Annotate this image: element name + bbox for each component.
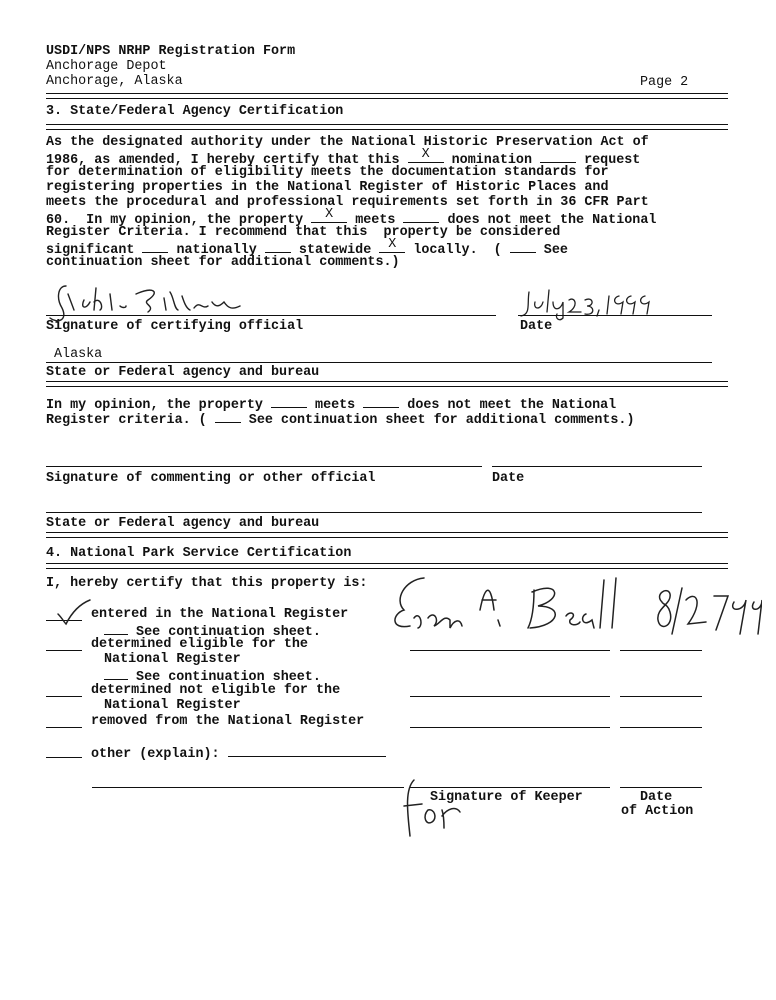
eligible-blank[interactable] (46, 650, 82, 651)
commenting-signature-label: Signature of commenting or other official (46, 471, 376, 486)
agency-label: State or Federal agency and bureau (46, 365, 320, 380)
property-name: Anchorage Depot (46, 59, 167, 74)
continuation-blank-1[interactable] (104, 622, 128, 635)
agency-value: Alaska (54, 347, 103, 362)
date-label: Date (520, 319, 553, 334)
commenting-date-label: Date (492, 471, 525, 486)
opinion-line-2: Register criteria. ( See continuation sheet for additional comments.) (46, 410, 635, 428)
date-of-action-label-2: of Action (621, 804, 694, 819)
property-location: Anchorage, Alaska (46, 74, 183, 89)
keeper-signature-handwritten (384, 570, 644, 640)
other-explain-line (92, 787, 404, 788)
section3-heading: 3. State/Federal Agency Certification (46, 104, 344, 119)
cert-line-8: significant nationally statewide X locally. ( See (46, 237, 568, 258)
section-divider (46, 532, 728, 538)
cert-line-1: As the designated authority under the National Historic Preservation Act of (46, 135, 649, 150)
keeper-date-line (620, 787, 702, 788)
form-title: USDI/NPS NRHP Registration Form (46, 44, 296, 59)
section-divider (46, 124, 728, 130)
nomination-blank[interactable]: X (408, 150, 444, 163)
request-blank[interactable] (540, 150, 576, 163)
continuation-blank-2[interactable] (104, 667, 128, 680)
cert-line-6: 60. In my opinion, the property X meets does not meet the National (46, 207, 657, 228)
meets-blank[interactable]: X (311, 210, 347, 223)
nationally-blank[interactable] (142, 240, 168, 253)
agency-line (46, 362, 712, 363)
cert-line-4: registering properties in the National Register of Historic Places and (46, 180, 609, 195)
item-removed: removed from the National Register (91, 714, 365, 729)
item-eligible-2: National Register (104, 652, 241, 667)
eligible-signature-line (410, 650, 610, 651)
certifying-date-handwritten (515, 284, 665, 324)
not-eligible-date-line (620, 696, 702, 697)
keeper-signature-label: Signature of Keeper (430, 790, 583, 805)
commenting-date-line (492, 466, 702, 467)
not-eligible-signature-line (410, 696, 610, 697)
cert-line-3: for determination of eligibility meets the documentation standards for (46, 165, 609, 180)
does-not-meet-blank[interactable] (403, 210, 439, 223)
opinion-line-1: In my opinion, the property meets does not meet the National (46, 395, 616, 413)
item-other: other (explain): (91, 744, 386, 762)
keeper-date-handwritten (652, 582, 762, 638)
agency-label-2: State or Federal agency and bureau (46, 516, 320, 531)
commenting-signature-line (46, 466, 482, 467)
statewide-blank[interactable] (265, 240, 291, 253)
removed-date-line (620, 727, 702, 728)
section4-heading: 4. National Park Service Certification (46, 546, 352, 561)
section-divider (46, 93, 728, 99)
cert-line-2: 1986, as amended, I hereby certify that this X nomination request (46, 147, 641, 168)
section-divider (46, 381, 728, 387)
item-not-eligible: determined not eligible for the (91, 683, 341, 698)
item-eligible: determined eligible for the (91, 637, 308, 652)
item-see-continuation-1: See continuation sheet. (104, 622, 321, 640)
date-of-action-label-1: Date (640, 790, 673, 805)
page-number: Page 2 (640, 75, 689, 90)
eligible-date-line (620, 650, 702, 651)
signature-line (46, 315, 496, 316)
other-explain-blank[interactable] (228, 744, 386, 757)
locally-blank[interactable]: X (379, 240, 405, 253)
date-line (518, 315, 712, 316)
section-divider (46, 563, 728, 569)
cert-line-5: meets the procedural and professional requirements set forth in 36 CFR Part (46, 195, 649, 210)
other-blank[interactable] (46, 757, 82, 758)
cert-line-9: continuation sheet for additional comments.) (46, 255, 400, 270)
opinion-meets-blank[interactable] (271, 395, 307, 408)
item-entered: entered in the National Register (91, 607, 349, 622)
opinion-continuation-blank[interactable] (215, 410, 241, 423)
opinion-does-not-meet-blank[interactable] (363, 395, 399, 408)
removed-blank[interactable] (46, 727, 82, 728)
signature-label: Signature of certifying official (46, 319, 304, 334)
continuation-blank[interactable] (510, 240, 536, 253)
for-handwritten (398, 776, 468, 840)
item-not-eligible-2: National Register (104, 698, 241, 713)
cert-line-7: Register Criteria. I recommend that this property be considered (46, 225, 561, 240)
agency-line-2 (46, 512, 702, 513)
removed-signature-line (410, 727, 610, 728)
item-see-continuation-2: See continuation sheet. (104, 667, 321, 685)
not-eligible-blank[interactable] (46, 696, 82, 697)
nps-cert-intro: I, hereby certify that this property is: (46, 576, 368, 591)
checkmark-icon (54, 598, 94, 628)
